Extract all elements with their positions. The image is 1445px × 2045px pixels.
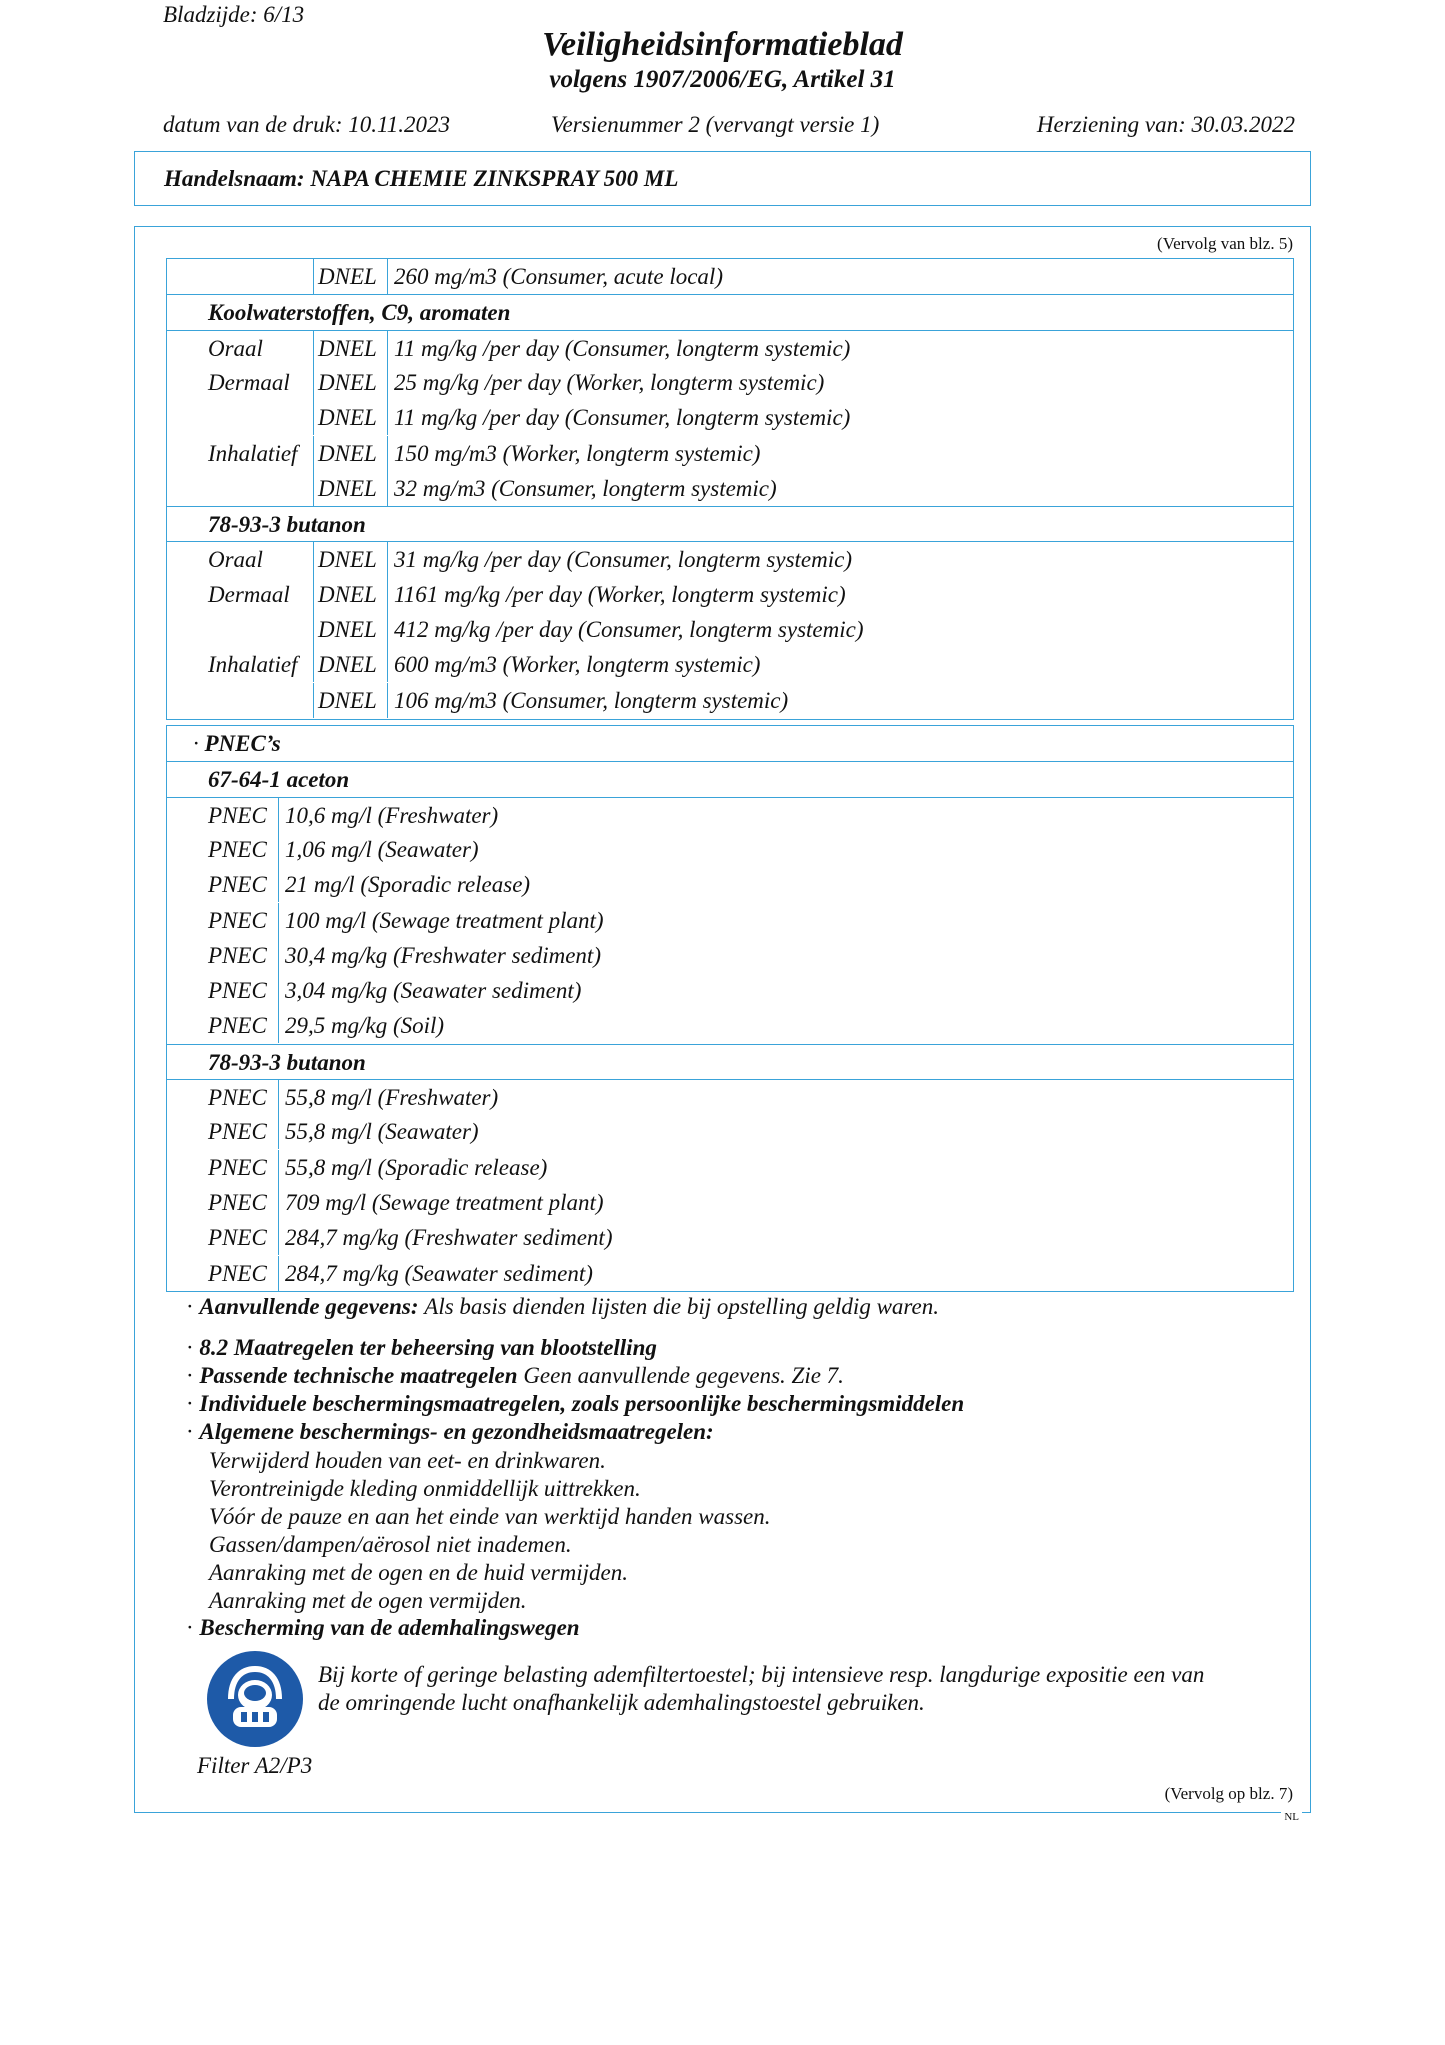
dnel-row	[167, 330, 1293, 366]
dnel-row	[167, 647, 1293, 682]
pnec-value: 1,06 mg/l (Seawater)	[285, 836, 479, 862]
version-number: Versienummer 2 (vervangt versie 1)	[551, 112, 880, 137]
pnec-table	[166, 725, 1294, 1292]
dnel-row	[167, 436, 1293, 471]
pnec-type: PNEC	[208, 836, 267, 862]
language-code: NL	[1281, 1811, 1302, 1823]
pnec-row	[167, 1185, 1293, 1220]
general-measure-line: Vóór de pauze en aan het einde van werktijd handen wassen.	[209, 1504, 771, 1529]
pnec-value: 55,8 mg/l (Sporadic release)	[285, 1154, 548, 1180]
pnec-row	[167, 1008, 1293, 1043]
dnel-row	[167, 471, 1293, 506]
revision-date: Herziening van: 30.03.2022	[1036, 112, 1295, 137]
individual-measures: · Individuele beschermingsmaatregelen, zoals persoonlijke beschermingsmiddelen	[186, 1391, 965, 1416]
dnel-type: DNEL	[318, 687, 377, 713]
dnel-route: Oraal	[208, 335, 263, 361]
pnec-value: 29,5 mg/kg (Soil)	[285, 1013, 445, 1039]
dnel-type: DNEL	[318, 475, 377, 501]
general-measure-line: Gassen/dampen/aërosol niet inademen.	[209, 1532, 572, 1557]
pnec-title-text: PNEC’s	[204, 731, 281, 756]
dnel-table	[166, 258, 1294, 720]
dnel-row	[167, 541, 1293, 577]
pnec-title: · PNEC’s	[193, 731, 281, 756]
pnec-row	[167, 903, 1293, 938]
dnel-type: DNEL	[318, 405, 377, 431]
respiratory-text-2: de omringende lucht onafhankelijk ademhalingstoestel gebruiken.	[318, 1690, 925, 1715]
dnel-type: DNEL	[318, 652, 377, 678]
dnel-value: 106 mg/m3 (Consumer, longterm systemic)	[394, 687, 789, 713]
respirator-mask-icon	[205, 1649, 305, 1749]
pnec-type: PNEC	[208, 1085, 267, 1110]
pnec-row	[167, 1256, 1293, 1291]
pnec-value: 21 mg/l (Sporadic release)	[285, 872, 531, 898]
dnel-type: DNEL	[318, 335, 377, 361]
pnec-row	[167, 1150, 1293, 1185]
technical-measures-label: Passende technische maatregelen	[199, 1363, 518, 1388]
pnec-row	[167, 832, 1293, 867]
dnel-route: Inhalatief	[208, 440, 298, 466]
additional-info: · Aanvullende gegevens: Als basis dienden lijsten die bij opstelling geldig waren.	[186, 1294, 939, 1319]
dnel-value: 32 mg/m3 (Consumer, longterm systemic)	[394, 475, 777, 501]
respiratory-protection: · Bescherming van de ademhalingswegen	[186, 1615, 580, 1640]
dnel-substance-heading	[167, 294, 1293, 330]
dnel-route: Dermaal	[208, 369, 290, 395]
pnec-type: PNEC	[208, 942, 267, 968]
dnel-type: DNEL	[318, 547, 377, 573]
additional-label: Aanvullende gegevens:	[199, 1294, 419, 1319]
dnel-type: DNEL	[318, 581, 377, 607]
pnec-value: 30,4 mg/kg (Freshwater sediment)	[285, 942, 601, 968]
document-title: Veiligheidsinformatieblad	[542, 26, 903, 63]
dnel-value: 1161 mg/kg /per day (Worker, longterm systemic)	[394, 581, 846, 607]
pnec-value: 55,8 mg/l (Freshwater)	[285, 1085, 499, 1110]
pnec-substance-heading	[167, 1044, 1293, 1080]
dnel-value: 150 mg/m3 (Worker, longterm systemic)	[394, 440, 761, 466]
technical-measures-text: Geen aanvullende gegevens. Zie 7.	[523, 1363, 844, 1388]
dnel-value: 412 mg/kg /per day (Consumer, longterm systemic)	[394, 617, 864, 642]
dnel-route: Oraal	[208, 547, 263, 573]
pnec-value: 284,7 mg/kg (Seawater sediment)	[285, 1260, 593, 1286]
document-subtitle: volgens 1907/2006/EG, Artikel 31	[549, 66, 896, 93]
pnec-type: PNEC	[208, 872, 267, 898]
general-measures-title: Algemene beschermings- en gezondheidsmaatregelen:	[199, 1419, 714, 1444]
pnec-value: 3,04 mg/kg (Seawater sediment)	[285, 978, 582, 1004]
pnec-row	[167, 1220, 1293, 1255]
pnec-value: 100 mg/l (Sewage treatment plant)	[285, 907, 604, 933]
pnec-type: PNEC	[208, 802, 267, 828]
dnel-route: Dermaal	[208, 581, 290, 607]
general-measure-line: Aanraking met de ogen vermijden.	[209, 1588, 527, 1613]
dnel-route: Inhalatief	[208, 652, 298, 678]
pnec-type: PNEC	[208, 1013, 267, 1039]
dnel-type: DNEL	[318, 617, 377, 642]
continued-on: (Vervolg op blz. 7)	[1164, 1784, 1293, 1803]
trade-name-box	[134, 151, 1311, 206]
pnec-type: PNEC	[208, 1260, 267, 1286]
dnel-type: DNEL	[318, 440, 377, 466]
pnec-value: 10,6 mg/l (Freshwater)	[285, 802, 499, 828]
pnec-type: PNEC	[208, 978, 267, 1004]
dnel-value: 25 mg/kg /per day (Worker, longterm systemic)	[394, 369, 825, 395]
print-date: datum van de druk: 10.11.2023	[163, 112, 451, 137]
trade-name: Handelsnaam: NAPA CHEMIE ZINKSPRAY 500 ML	[164, 166, 679, 191]
pnec-type: PNEC	[208, 907, 267, 933]
dnel-substance-heading	[167, 506, 1293, 542]
dnel-row	[167, 365, 1293, 400]
page-number: Bladzijde: 6/13	[163, 2, 305, 27]
pnec-value: 284,7 mg/kg (Freshwater sediment)	[285, 1225, 613, 1251]
general-measure-line: Verwijderd houden van eet- en drinkwaren.	[209, 1448, 606, 1473]
pnec-row	[167, 1079, 1293, 1115]
dnel-substance-name: Koolwaterstoffen, C9, aromaten	[208, 300, 511, 326]
pnec-row	[167, 973, 1293, 1008]
pnec-row	[167, 797, 1293, 833]
pnec-row	[167, 867, 1293, 902]
pnec-type: PNEC	[208, 1119, 267, 1145]
respiratory-protection-title: Bescherming van de ademhalingswegen	[199, 1615, 580, 1640]
dnel-row	[167, 683, 1293, 718]
dnel-value: 600 mg/m3 (Worker, longterm systemic)	[394, 652, 761, 678]
technical-measures: · Passende technische maatregelen Geen aanvullende gegevens. Zie 7.	[186, 1363, 844, 1388]
pnec-value: 55,8 mg/l (Seawater)	[285, 1119, 479, 1145]
pnec-type: PNEC	[208, 1154, 267, 1180]
pnec-substance-name: 67-64-1 aceton	[208, 767, 350, 793]
dnel-value: 11 mg/kg /per day (Consumer, longterm systemic)	[394, 335, 851, 361]
pnec-title-row	[167, 726, 1293, 761]
dnel-substance-name: 78-93-3 butanon	[208, 512, 366, 538]
pnec-row	[167, 1114, 1293, 1149]
general-measure-line: Aanraking met de ogen en de huid vermijden.	[209, 1560, 628, 1585]
pnec-value: 709 mg/l (Sewage treatment plant)	[285, 1189, 604, 1215]
general-measure-line: Verontreinigde kleding onmiddellijk uittrekken.	[209, 1476, 641, 1501]
dnel-row	[167, 612, 1293, 647]
pnec-row	[167, 938, 1293, 973]
filter-type: Filter A2/P3	[197, 1753, 313, 1778]
pnec-substance-heading	[167, 761, 1293, 797]
additional-text: Als basis dienden lijsten die bij opstelling geldig waren.	[424, 1294, 939, 1319]
continued-from: (Vervolg van blz. 5)	[1157, 234, 1293, 253]
section-8-2-title: · 8.2 Maatregelen ter beheersing van blootstelling	[186, 1335, 657, 1360]
dnel-row	[167, 259, 1293, 294]
pnec-substance-name: 78-93-3 butanon	[208, 1049, 366, 1075]
pnec-type: PNEC	[208, 1189, 267, 1215]
dnel-type: DNEL	[318, 264, 377, 289]
individual-measures-title: Individuele beschermingsmaatregelen, zoals persoonlijke beschermingsmiddelen	[199, 1391, 965, 1416]
dnel-value: 260 mg/m3 (Consumer, acute local)	[394, 264, 723, 289]
dnel-row	[167, 577, 1293, 612]
dnel-type: DNEL	[318, 369, 377, 395]
dnel-value: 11 mg/kg /per day (Consumer, longterm systemic)	[394, 405, 851, 431]
respiratory-text-1: Bij korte of geringe belasting ademfiltertoestel; bij intensieve resp. langdurige expositie een van	[318, 1662, 1205, 1687]
dnel-row	[167, 400, 1293, 435]
section-8-2-title-text: 8.2 Maatregelen ter beheersing van blootstelling	[199, 1335, 657, 1360]
pnec-type: PNEC	[208, 1225, 267, 1251]
general-measures: · Algemene beschermings- en gezondheidsmaatregelen:	[186, 1419, 714, 1444]
dnel-value: 31 mg/kg /per day (Consumer, longterm systemic)	[394, 547, 853, 573]
